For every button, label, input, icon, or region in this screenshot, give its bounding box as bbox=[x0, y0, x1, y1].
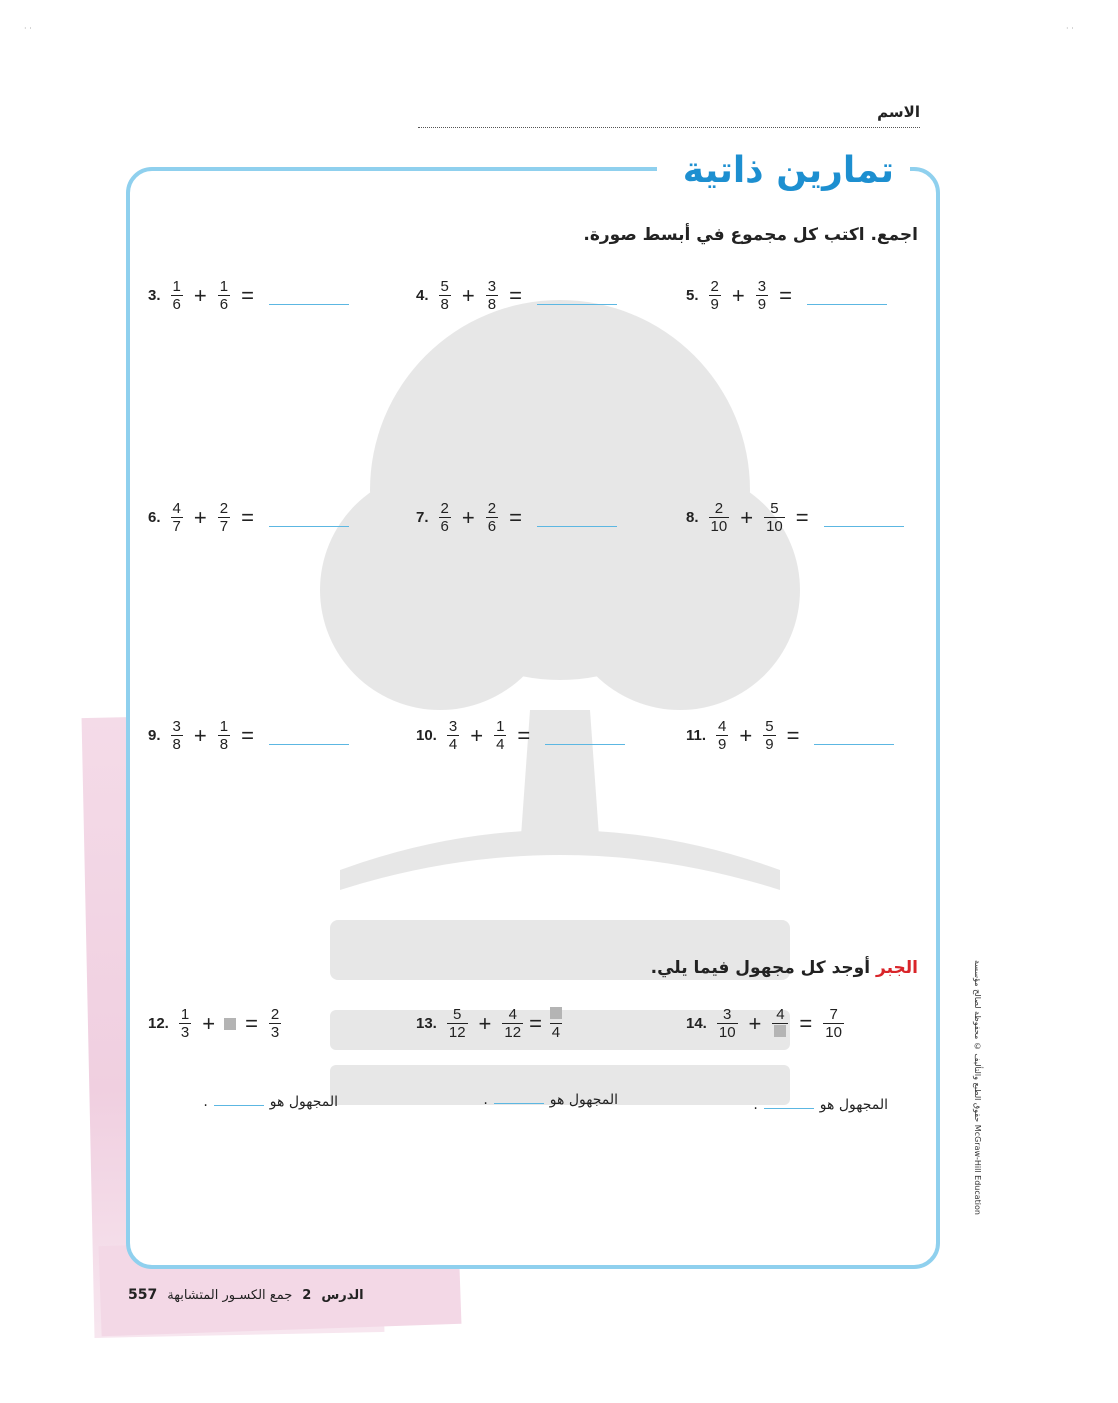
plus-sign: + bbox=[739, 722, 753, 748]
equals-sign: = bbox=[529, 1010, 542, 1036]
copyright-notice: حقوق الطبع والتأليف © محفوظة لصالح مؤسسة McGraw-Hill Education bbox=[973, 960, 982, 1215]
fraction: $\frac{4}{9}$ bbox=[718, 718, 727, 753]
fraction: $\frac{5}{8}$ bbox=[440, 278, 449, 313]
equals-sign: = bbox=[799, 1010, 813, 1036]
plus-sign: + bbox=[193, 504, 207, 530]
fraction: $\frac{1}{8}$ bbox=[219, 718, 229, 753]
fraction: $\frac{3}{9}$ bbox=[757, 278, 767, 313]
fraction: 4 bbox=[548, 1006, 564, 1041]
fraction: $\frac{2}{3}$ bbox=[270, 1006, 280, 1041]
answer-line[interactable] bbox=[269, 726, 349, 745]
answer-line[interactable] bbox=[824, 508, 904, 527]
problem-number: 8. bbox=[686, 509, 699, 526]
problem-number: 10. bbox=[416, 727, 437, 744]
crop-mark: · · bbox=[24, 24, 32, 33]
problem-14 bbox=[686, 1006, 846, 1041]
equals-sign: = bbox=[786, 722, 800, 748]
answer-line[interactable] bbox=[764, 1108, 814, 1109]
fraction: $\frac{2}{10}$ bbox=[710, 500, 728, 535]
fraction: $\frac{5}{9}$ bbox=[765, 718, 774, 753]
problem-number: 4. bbox=[416, 287, 429, 304]
fraction: $\frac{7}{10}$ bbox=[825, 1006, 842, 1041]
equals-sign: = bbox=[517, 722, 531, 748]
page-footer bbox=[128, 1287, 364, 1303]
section-title: تمارين ذاتية bbox=[657, 146, 910, 196]
problem-3 bbox=[148, 278, 349, 313]
plus-sign: + bbox=[478, 1010, 492, 1036]
fraction: $\frac{2}{7}$ bbox=[219, 500, 229, 535]
answer-line[interactable] bbox=[494, 1103, 544, 1104]
fraction: 4 bbox=[772, 1006, 788, 1041]
unknown-answer-13: المجهول هو. bbox=[483, 1092, 618, 1108]
answer-line[interactable] bbox=[269, 286, 349, 305]
fraction: $\frac{3}{8}$ bbox=[487, 278, 497, 313]
plus-sign: + bbox=[193, 282, 207, 308]
fraction: $\frac{3}{10}$ bbox=[718, 1006, 736, 1041]
equals-sign: = bbox=[779, 282, 792, 308]
problem-10 bbox=[416, 718, 625, 753]
problem-6 bbox=[148, 500, 349, 535]
fraction: $\frac{1}{6}$ bbox=[219, 278, 229, 313]
unknown-answer-12: المجهول هو. bbox=[203, 1094, 338, 1110]
problem-number: 5. bbox=[686, 287, 699, 304]
fraction: $\frac{1}{3}$ bbox=[180, 1006, 190, 1041]
problem-number: 12. bbox=[148, 1015, 169, 1032]
instruction: اجمع. اكتب كل مجموع في أبسط صورة. bbox=[583, 225, 918, 245]
answer-line[interactable] bbox=[537, 508, 617, 527]
fraction: $\frac{4}{12}$ bbox=[504, 1006, 522, 1041]
problem-number: 6. bbox=[148, 509, 161, 526]
answer-line[interactable] bbox=[214, 1105, 264, 1106]
answer-line[interactable] bbox=[537, 286, 617, 305]
equals-sign: = bbox=[241, 722, 254, 748]
algebra-instruction bbox=[651, 958, 918, 978]
algebra-instruction-text: أوجد كل مجهول فيما يلي. bbox=[650, 958, 871, 978]
plus-sign: + bbox=[748, 1010, 762, 1036]
problem-4 bbox=[416, 278, 617, 313]
plus-sign: + bbox=[470, 722, 484, 748]
fraction: $\frac{4}{7}$ bbox=[172, 500, 181, 535]
problem-11 bbox=[686, 718, 894, 753]
watermark-tree-logo bbox=[300, 290, 820, 1110]
fraction: $\frac{2}{6}$ bbox=[440, 500, 449, 535]
page-number: 557 bbox=[128, 1287, 158, 1303]
unknown-square-icon bbox=[774, 1025, 786, 1037]
problem-13 bbox=[416, 1006, 566, 1041]
problem-number: 7. bbox=[416, 509, 429, 526]
fraction: $\frac{2}{6}$ bbox=[487, 500, 497, 535]
fraction: $\frac{5}{10}$ bbox=[766, 500, 783, 535]
unknown-answer-14: المجهول هو. bbox=[753, 1097, 888, 1113]
problem-9 bbox=[148, 718, 349, 753]
equals-sign: = bbox=[245, 1010, 258, 1036]
answer-line[interactable] bbox=[807, 286, 887, 305]
problem-number: 14. bbox=[686, 1015, 707, 1032]
name-label: الاسم bbox=[877, 103, 920, 121]
plus-sign: + bbox=[731, 282, 745, 308]
problem-number: 9. bbox=[148, 727, 161, 744]
fraction: $\frac{1}{4}$ bbox=[496, 718, 505, 753]
equals-sign: = bbox=[795, 504, 809, 530]
lesson-title: جمع الكسـور المتشابهة bbox=[167, 1288, 293, 1303]
fraction: $\frac{5}{12}$ bbox=[448, 1006, 466, 1041]
equals-sign: = bbox=[509, 282, 522, 308]
problem-12 bbox=[148, 1006, 283, 1041]
problem-number: 11. bbox=[686, 727, 707, 744]
answer-line[interactable] bbox=[269, 508, 349, 527]
fraction: $\frac{3}{4}$ bbox=[448, 718, 458, 753]
problem-5 bbox=[686, 278, 887, 313]
plus-sign: + bbox=[461, 282, 475, 308]
problem-number: 13. bbox=[416, 1015, 437, 1032]
problem-number: 3. bbox=[148, 287, 161, 304]
equals-sign: = bbox=[509, 504, 522, 530]
plus-sign: + bbox=[740, 504, 754, 530]
unknown-square-icon bbox=[550, 1007, 562, 1019]
plus-sign: + bbox=[202, 1010, 216, 1036]
equals-sign: = bbox=[241, 504, 254, 530]
plus-sign: + bbox=[461, 504, 475, 530]
fraction: $\frac{3}{8}$ bbox=[172, 718, 181, 753]
equals-sign: = bbox=[241, 282, 254, 308]
answer-line[interactable] bbox=[545, 726, 625, 745]
name-line[interactable] bbox=[418, 127, 920, 128]
fraction: $\frac{1}{6}$ bbox=[172, 278, 181, 313]
problem-8 bbox=[686, 500, 904, 535]
algebra-label: الجبر bbox=[876, 958, 918, 978]
crop-mark: · · bbox=[1066, 24, 1074, 33]
fraction: $\frac{2}{9}$ bbox=[710, 278, 719, 313]
lesson-number: 2 bbox=[302, 1288, 312, 1303]
unknown-square-icon bbox=[224, 1018, 236, 1030]
plus-sign: + bbox=[193, 722, 207, 748]
problem-7 bbox=[416, 500, 617, 535]
lesson-label: الدرس bbox=[321, 1288, 364, 1303]
answer-line[interactable] bbox=[814, 726, 894, 745]
